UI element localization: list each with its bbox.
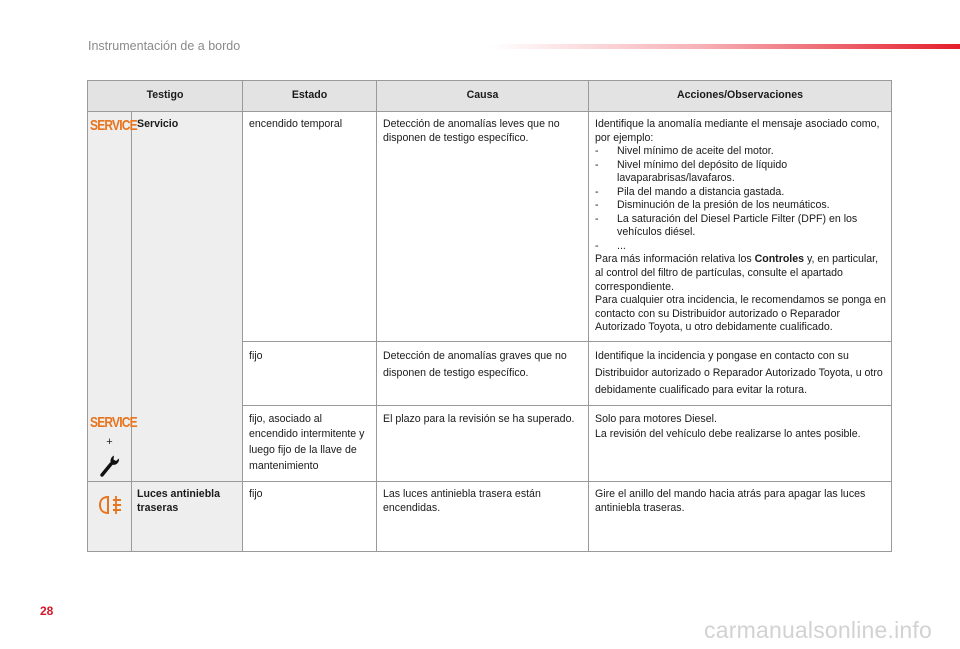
action-cell: [589, 112, 892, 342]
action-more-pre: Para más información relativa los: [595, 253, 755, 266]
state-cell: fijo, asociado al encendido intermitente y luego fijo de la llave de mantenimiento: [243, 405, 377, 482]
list-item: - Nivel mínimo del depósito de líquido lavaparabrisas/lavafaros.: [595, 159, 886, 186]
table-row: [88, 482, 892, 552]
warning-name: Servicio: [132, 112, 243, 482]
header-causa: Causa: [377, 81, 589, 112]
service-icon-cell: [88, 112, 137, 406]
action-cell: Gire el anillo del mando hacia atrás para apagar las luces antiniebla traseras.: [589, 482, 892, 552]
action-more-info: [595, 253, 886, 294]
plus-sign: +: [106, 435, 113, 448]
action-intro: Identifique la anomalía mediante el mensaje asociado como, por ejemplo:: [595, 118, 880, 144]
list-item: - ...: [595, 240, 886, 254]
cause-cell: El plazo para la revisión se ha superado.: [377, 405, 589, 482]
list-item: - Nivel mínimo de aceite del motor.: [595, 145, 886, 159]
anomaly-list: [595, 145, 886, 253]
cause-cell: Detección de anomalías leves que no disponen de testigo específico.: [377, 112, 589, 342]
list-item: - Pila del mando a distancia gastada.: [595, 186, 886, 200]
page-number: 28: [40, 604, 54, 618]
state-cell: fijo: [243, 341, 377, 405]
state-cell: encendido temporal: [243, 112, 377, 342]
rear-fog-light-icon: [97, 494, 123, 516]
wrench-icon: [99, 451, 121, 477]
action-cell: [589, 405, 892, 482]
action-line: Solo para motores Diesel.: [595, 412, 717, 425]
action-more-post: y, en particular, al control del filtro de partículas, consulte el apartado correspondiente.: [595, 253, 879, 293]
table-header-row: [88, 81, 892, 112]
header-acciones: Acciones/Observaciones: [589, 81, 892, 112]
action-cell: Identifique la incidencia y pongase en contacto con su Distribuidor autorizado o Reparador Autorizado Toyota, u otro debidamente cualificado para evitar la rotura.: [589, 341, 892, 405]
header-accent-bar: [490, 44, 960, 49]
list-item: - Disminución de la presión de los neumáticos.: [595, 199, 886, 213]
header-testigo: Testigo: [88, 81, 243, 112]
state-cell: fijo: [243, 482, 377, 552]
warning-name: Luces antiniebla traseras: [132, 482, 243, 552]
service-maintenance-icon-cell: [88, 405, 137, 482]
warning-lights-table: [87, 80, 892, 552]
cause-cell: Las luces antiniebla trasera están encendidas.: [377, 482, 589, 552]
page-section-title: Instrumentación de a bordo: [88, 39, 241, 53]
header-estado: Estado: [243, 81, 377, 112]
fog-icon-cell: [88, 482, 132, 552]
table-row: [88, 112, 892, 342]
list-item: - La saturación del Diesel Particle Filter (DPF) en los vehículos diésel.: [595, 213, 886, 240]
cause-cell: Detección de anomalías graves que no disponen de testigo específico.: [377, 341, 589, 405]
action-more-bold: Controles: [754, 253, 805, 266]
action-other: Para cualquier otra incidencia, le recomendamos se ponga en contacto con su Distribuidor autorizado o Reparador Autorizado Toyota, u otro debidamente cualificado.: [595, 294, 886, 334]
service-warning-icon: SERVICE: [90, 413, 137, 431]
watermark: carmanualsonline.info: [704, 617, 932, 643]
action-line: La revisión del vehículo debe realizarse lo antes posible.: [595, 428, 861, 441]
service-warning-icon: SERVICE: [90, 116, 137, 134]
